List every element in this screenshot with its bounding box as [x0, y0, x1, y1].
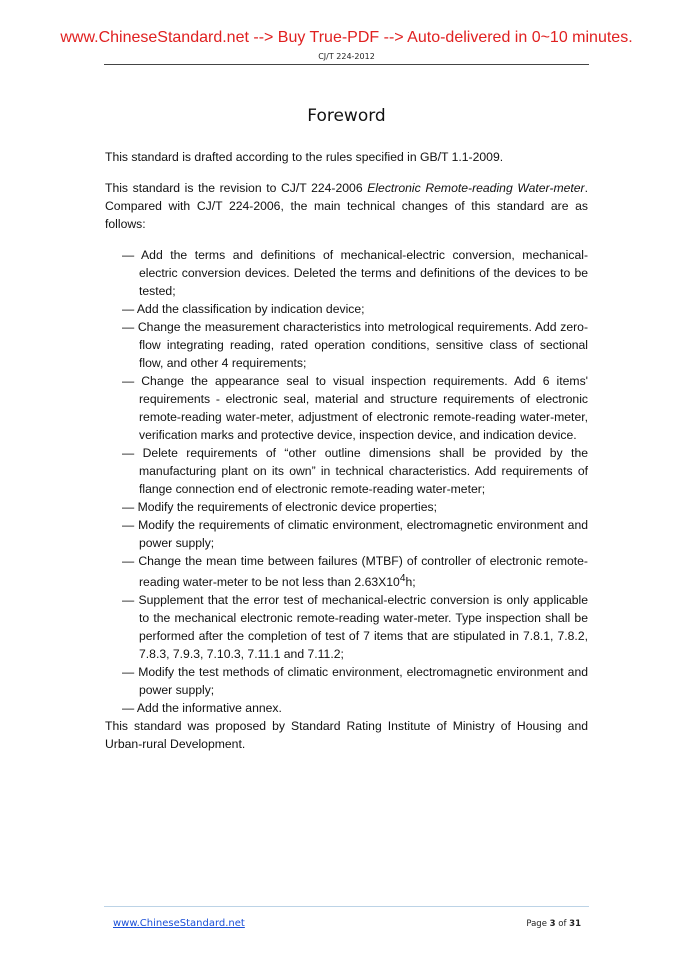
revision-text-start: This standard is the revision to CJ/T 224-2006	[105, 181, 368, 195]
list-item-text: Change the appearance seal to visual inspection requirements. Add 6 items' requirements - electronic seal, material and structure requirements of electronic remote-reading water-meter, adjustment of electronic remote-reading water-meter, verification marks and protective device, inspection device, and indication device.	[139, 374, 588, 442]
paragraph-proposed-by: This standard was proposed by Standard Rating Institute of Ministry of Housing and Urban-rural Development.	[105, 719, 588, 752]
total-pages: 31	[569, 919, 581, 929]
page-number	[526, 919, 581, 929]
footer-divider	[104, 906, 589, 907]
dash-bullet: —	[122, 446, 135, 460]
list-item-text: Add the terms and definitions of mechanical-electric conversion, mechanical-electric conversion devices. Deleted the terms and definitions of the devices to be tested;	[139, 248, 589, 298]
list-item-text: Add the informative annex.	[136, 701, 282, 716]
list-item-text: Supplement that the error test of mechanical-electric conversion is only applicable to the mechanical electronic remote-reading water-meter. Type inspection shall be performed after the completion of test of 7 items that are stipulated in 7.8.1, 7.8.2, 7.8.3, 7.9.3, 7.10.3, 7.11.1 and 7.11.2;	[138, 593, 588, 662]
list-item-text: Modify the test methods of climatic environment, electromagnetic environment and power supply;	[138, 665, 588, 698]
list-item	[105, 663, 588, 699]
revised-standard-title: Electronic Remote-reading Water-meter	[367, 181, 585, 195]
dash-bullet: —	[122, 302, 135, 316]
dash-bullet: —	[122, 701, 135, 716]
foreword-body	[105, 148, 588, 753]
dash-bullet: —	[122, 500, 135, 514]
dash-bullet: —	[122, 248, 135, 262]
paragraph-drafting-rules: This standard is drafted according to the rules specified in GB/T 1.1-2009.	[105, 150, 504, 164]
list-item-text: Modify the requirements of electronic device properties;	[137, 500, 437, 514]
page-title: Foreword	[307, 106, 386, 126]
current-page: 3	[549, 919, 556, 929]
list-item	[105, 372, 588, 444]
list-item	[105, 444, 588, 498]
list-item	[105, 498, 588, 516]
mtbf-exponent: 4	[399, 573, 406, 584]
mtbf-text: Change the mean time between failures (MTBF) of controller of electronic remote-reading water-meter to be not less than 2.63X10	[138, 554, 588, 590]
list-item	[105, 516, 588, 552]
dash-bullet: —	[122, 554, 135, 568]
dash-bullet: —	[122, 320, 135, 334]
dash-bullet: —	[122, 518, 135, 532]
list-item	[105, 246, 588, 300]
dash-bullet: —	[122, 593, 135, 608]
page-label: Page	[526, 919, 550, 929]
footer-website-link[interactable]: www.ChineseStandard.net	[113, 918, 245, 929]
revision-text-end: . Compared with CJ/T 224-2006, the main technical changes of this standard are as follows:	[105, 181, 588, 231]
promo-banner[interactable]: www.ChineseStandard.net --> Buy True-PDF --> Auto-delivered in 0~10 minutes.	[60, 29, 633, 46]
document-id: CJ/T 224-2012	[318, 52, 375, 61]
list-item-text: Modify the requirements of climatic environment, electromagnetic environment and power supply;	[138, 518, 589, 550]
dash-bullet: —	[122, 665, 135, 680]
list-item	[105, 300, 588, 318]
list-item	[105, 699, 588, 717]
paragraph-revision	[105, 179, 588, 233]
list-item-mtbf	[105, 552, 588, 591]
list-item-text: Delete requirements of “other outline dimensions shall be provided by the manufacturing plant on its own” in technical characteristics. Add requirements of flange connection end of electronic remote-reading water-meter;	[139, 446, 588, 496]
list-item	[105, 318, 588, 372]
dash-bullet: —	[122, 374, 135, 388]
mtbf-unit: h;	[405, 575, 416, 590]
list-item-text: Add the classification by indication device;	[136, 302, 365, 316]
page-of-label: of	[555, 919, 570, 929]
header-divider	[104, 64, 589, 65]
list-item-text: Change the measurement characteristics into metrological requirements. Add zero-flow integrating reading, rated operation conditions, sensitive class of sectional flow, and other 4 requirements;	[137, 320, 589, 370]
list-item	[105, 591, 588, 663]
